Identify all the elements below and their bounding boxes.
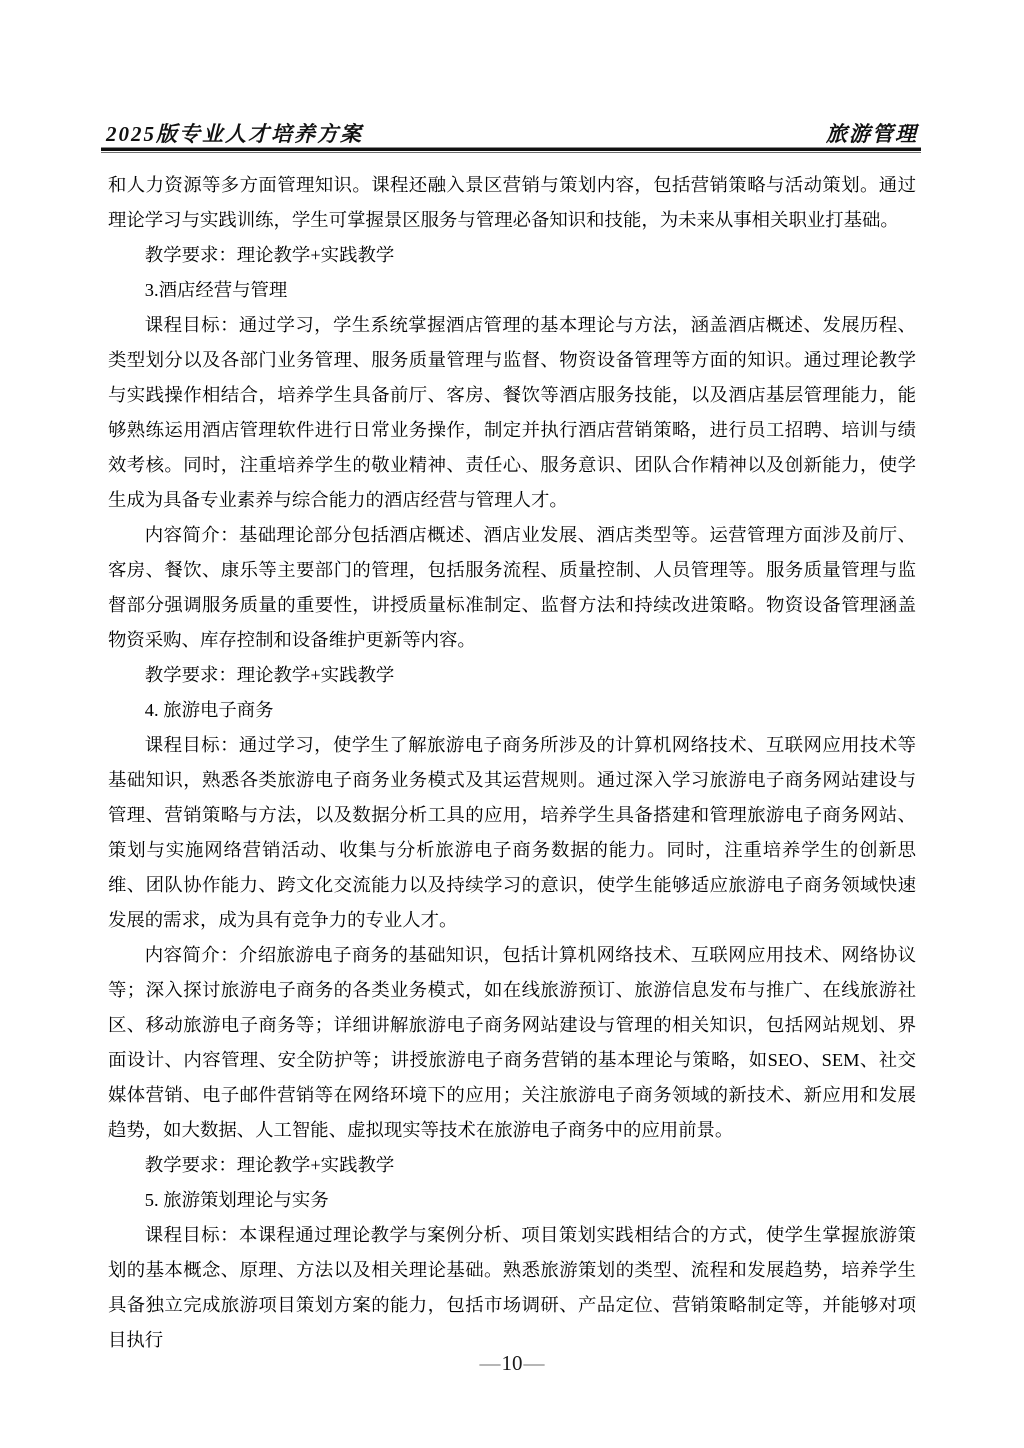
paragraph-course-5-title: 5. 旅游策划理论与实务 bbox=[144, 1190, 329, 1210]
header-double-rule bbox=[101, 147, 921, 154]
paragraph-course-3-title: 3.酒店经营与管理 bbox=[144, 280, 288, 300]
footer-dash-right: — bbox=[523, 1351, 545, 1375]
paragraph-course-4-content: 内容简介：介绍旅游电子商务的基础知识，包括计算机网络技术、互联网应用技术、网络协议等；深入探讨旅游电子商务的各类业务模式，如在线旅游预订、旅游信息发布与推广、在线旅游社区、移动旅游电子商务等；详细讲解旅游电子商务网站建设与管理的相关知识，包括网站规划、界面设计、内容管理、安全防护等；讲授旅游电子商务营销的基本理论与策略，如SEO、SEM、社交媒体营销、电子邮件营销等在网络环境下的应用；关注旅游电子商务领域的新技术、新应用和发展趋势，如大数据、人工智能、虚拟现实等技术在旅游电子商务中的应用前景。 bbox=[108, 945, 916, 1140]
paragraph-course-3-objectives: 课程目标：通过学习，学生系统掌握酒店管理的基本理论与方法，涵盖酒店概述、发展历程、类型划分以及各部门业务管理、服务质量管理与监督、物资设备管理等方面的知识。通过理论教学与实践操作相结合，培养学生具备前厅、客房、餐饮等酒店服务技能，以及酒店基层管理能力，能够熟练运用酒店管理软件进行日常业务操作，制定并执行酒店营销策略，进行员工招聘、培训与绩效考核。同时，注重培养学生的敬业精神、责任心、服务意识、团队合作精神以及创新能力，使学生成为具备专业素养与综合能力的酒店经营与管理人才。 bbox=[108, 315, 916, 510]
page-number: 10 bbox=[501, 1351, 523, 1375]
paragraph-teaching-requirement-2: 教学要求：理论教学+实践教学 bbox=[144, 665, 395, 685]
header-left-title: 2025版专业人才培养方案 bbox=[106, 122, 363, 146]
paragraph-course-4-objectives: 课程目标：通过学习，使学生了解旅游电子商务所涉及的计算机网络技术、互联网应用技术等基础知识，熟悉各类旅游电子商务业务模式及其运营规则。通过深入学习旅游电子商务网站建设与管理、营销策略与方法，以及数据分析工具的应用，培养学生具备搭建和管理旅游电子商务网站、策划与实施网络营销活动、收集与分析旅游电子商务数据的能力。同时，注重培养学生的创新思维、团队协作能力、跨文化交流能力以及持续学习的意识，使学生能够适应旅游电子商务领域快速发展的需求，成为具有竞争力的专业人才。 bbox=[108, 735, 916, 930]
paragraph-course-5-objectives: 课程目标：本课程通过理论教学与案例分析、项目策划实践相结合的方式，使学生掌握旅游策划的基本概念、原理、方法以及相关理论基础。熟悉旅游策划的类型、流程和发展趋势，培养学生具备独立完成旅游项目策划方案的能力，包括市场调研、产品定位、营销策略制定等，并能够对项目执行 bbox=[108, 1225, 916, 1350]
page-footer bbox=[0, 1348, 1024, 1378]
footer-dash-left: — bbox=[479, 1351, 501, 1375]
paragraph-teaching-requirement-1: 教学要求：理论教学+实践教学 bbox=[144, 245, 395, 265]
paragraph-course-3-content: 内容简介：基础理论部分包括酒店概述、酒店业发展、酒店类型等。运营管理方面涉及前厅、客房、餐饮、康乐等主要部门的管理，包括服务流程、质量控制、人员管理等。服务质量管理与监督部分强调服务质量的重要性，讲授质量标准制定、监督方法和持续改进策略。物资设备管理涵盖物资采购、库存控制和设备维护更新等内容。 bbox=[108, 525, 916, 650]
paragraph-teaching-requirement-3: 教学要求：理论教学+实践教学 bbox=[144, 1155, 395, 1175]
header-right-title: 旅游管理 bbox=[826, 122, 918, 146]
page-header bbox=[106, 116, 918, 148]
document-body bbox=[108, 168, 916, 1358]
paragraph-course-4-title: 4. 旅游电子商务 bbox=[144, 700, 274, 720]
paragraph-scenic-area-continuation: 和人力资源等多方面管理知识。课程还融入景区营销与策划内容，包括营销策略与活动策划。通过理论学习与实践训练，学生可掌握景区服务与管理必备知识和技能，为未来从事相关职业打基础。 bbox=[108, 175, 916, 230]
